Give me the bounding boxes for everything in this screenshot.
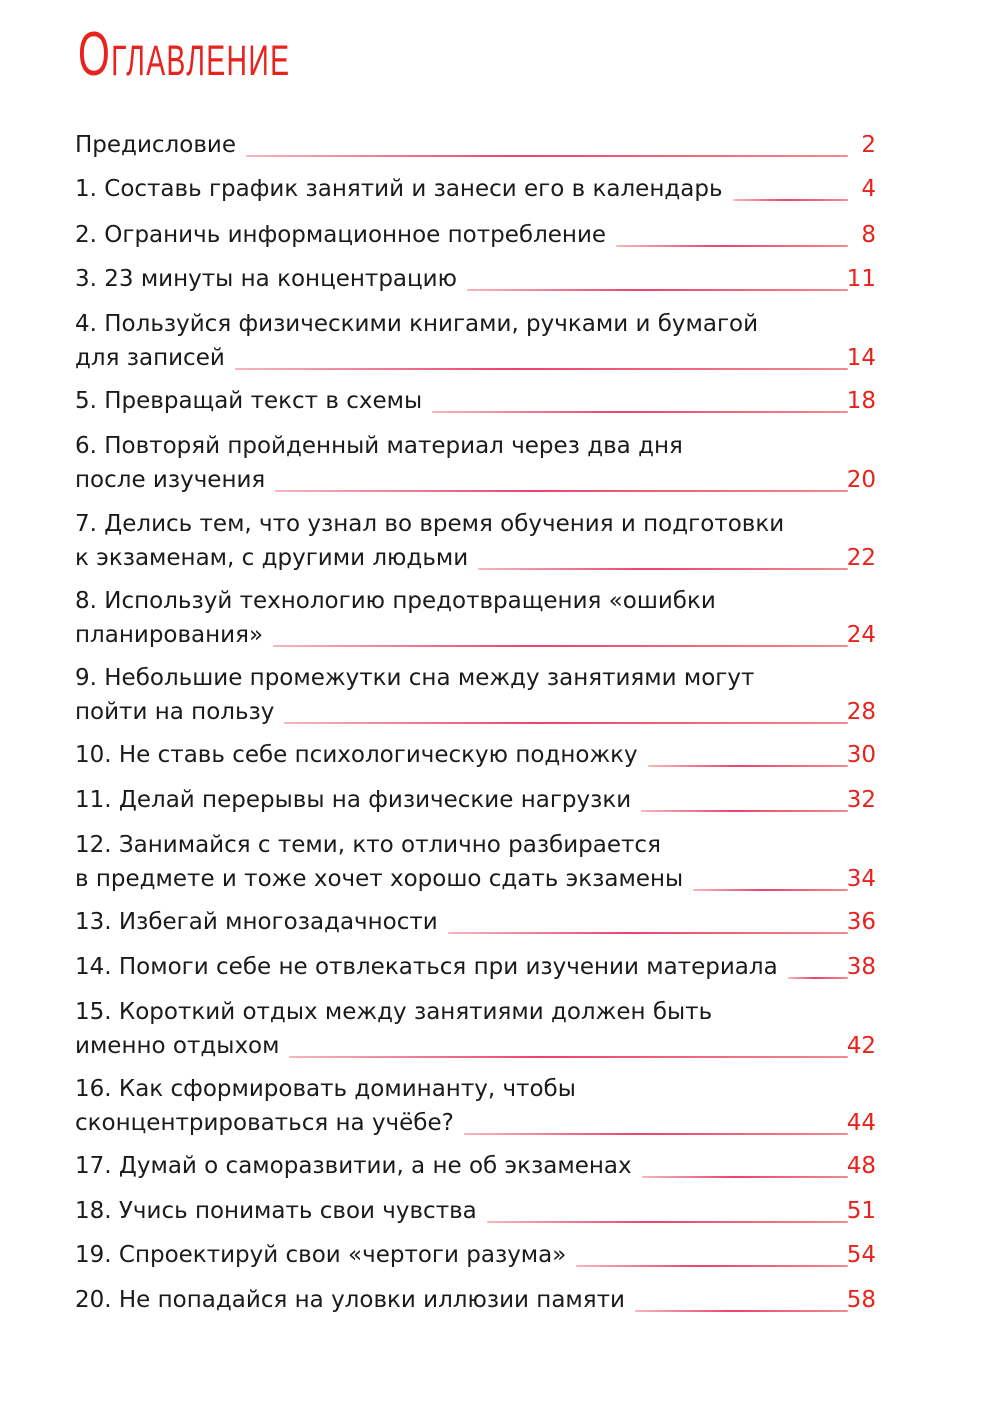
- toc-entry-title: [75, 661, 754, 729]
- toc-entry-title: [75, 995, 712, 1063]
- toc-entry-line: 19. Спроектируй свои «чертоги разума»: [75, 1242, 567, 1268]
- leader-line: [487, 1221, 848, 1223]
- page-number: 22: [846, 545, 876, 571]
- toc-entry-title: [75, 905, 438, 939]
- page-number: 36: [846, 909, 876, 935]
- toc-entry-line: 16. Как сформировать доминанту, чтобы: [75, 1076, 576, 1102]
- page-number: 4: [861, 176, 876, 202]
- page-number: 14: [846, 345, 876, 371]
- leader-line: [235, 368, 848, 370]
- page-number: 30: [846, 742, 876, 768]
- page-number: 11: [846, 266, 876, 292]
- page-title: Оглавление: [78, 20, 291, 89]
- leader-line: [733, 199, 848, 201]
- toc-entry-line: 17. Думай о саморазвитии, а не об экзаменах: [75, 1153, 632, 1179]
- leader-line: [284, 722, 848, 724]
- page-number: 38: [846, 954, 876, 980]
- toc-entry-line: для записей: [75, 345, 225, 371]
- toc-entry-line: 14. Помоги себе не отвлекаться при изучении материала: [75, 954, 778, 980]
- toc-entry-line: 1. Составь график занятий и занеси его в календарь: [75, 176, 723, 202]
- leader-line: [635, 1310, 848, 1312]
- toc-entry-line: Предисловие: [75, 132, 236, 158]
- toc-entry-title: [75, 172, 723, 206]
- toc-entry-line: именно отдыхом: [75, 1033, 280, 1059]
- page-number: 42: [846, 1033, 876, 1059]
- leader-line: [478, 568, 848, 570]
- toc-entry-line: 10. Не ставь себе психологическую подножку: [75, 742, 638, 768]
- toc-entry-title: [75, 828, 683, 896]
- leader-line: [246, 155, 848, 157]
- page-number: 44: [846, 1110, 876, 1136]
- toc-entry-title: [75, 384, 422, 418]
- toc-entry-title: [75, 128, 236, 162]
- leader-line: [693, 889, 848, 891]
- toc-entry-line: 6. Повторяй пройденный материал через два дня: [75, 433, 683, 459]
- toc-entry-line: планирования»: [75, 622, 264, 648]
- toc-entry-line: 8. Используй технологию предотвращения «ошибки: [75, 588, 716, 614]
- toc-entry-line: 11. Делай перерывы на физические нагрузки: [75, 787, 632, 813]
- toc-entry-line: в предмете и тоже хочет хорошо сдать экзамены: [75, 866, 684, 892]
- toc-entry-title: [75, 307, 758, 375]
- page-number: 51: [846, 1198, 876, 1224]
- toc-entry-line: пойти на пользу: [75, 699, 275, 725]
- toc-entry-line: 12. Занимайся с теми, кто отлично разбирается: [75, 832, 661, 858]
- leader-line: [289, 1056, 848, 1058]
- toc-entry-title: [75, 429, 683, 497]
- toc-entry-title: [75, 738, 638, 772]
- toc-entry-line: 5. Превращай текст в схемы: [75, 388, 423, 414]
- toc-entry-title: [75, 507, 784, 575]
- leader-line: [273, 645, 848, 647]
- toc-entry-line: к экзаменам, с другими людьми: [75, 545, 469, 571]
- leader-line: [641, 810, 848, 812]
- page-number: 8: [861, 222, 876, 248]
- page-number: 28: [846, 699, 876, 725]
- page-number: 20: [846, 467, 876, 493]
- toc-entry-line: 4. Пользуйся физическими книгами, ручками и бумагой: [75, 311, 759, 337]
- page-number: 18: [846, 388, 876, 414]
- leader-line: [275, 490, 848, 492]
- toc-entry-title: [75, 584, 716, 652]
- toc-entry-title: [75, 262, 457, 296]
- toc-entry-title: [75, 218, 606, 252]
- page-number: 58: [846, 1287, 876, 1313]
- page-number: 24: [846, 622, 876, 648]
- leader-line: [616, 245, 848, 247]
- toc-entry-title: [75, 783, 631, 817]
- toc-entry-title: [75, 1283, 625, 1317]
- leader-line: [432, 411, 848, 413]
- toc-entry-line: 15. Короткий отдых между занятиями должен быть: [75, 999, 713, 1025]
- toc-entry-line: 18. Учись понимать свои чувства: [75, 1198, 477, 1224]
- toc-entry-line: 9. Небольшие промежутки сна между занятиями могут: [75, 665, 755, 691]
- toc-entry-line: 3. 23 минуты на концентрацию: [75, 266, 457, 292]
- page-number: 48: [846, 1153, 876, 1179]
- toc-entry-line: сконцентрироваться на учёбе?: [75, 1110, 454, 1136]
- leader-line: [648, 765, 848, 767]
- toc-entry-title: [75, 1149, 632, 1183]
- leader-line: [448, 932, 848, 934]
- toc-entry-title: [75, 1194, 477, 1228]
- toc-entry-title: [75, 1238, 566, 1272]
- leader-line: [642, 1176, 848, 1178]
- toc-entry-line: 13. Избегай многозадачности: [75, 909, 438, 935]
- toc-entry-title: [75, 1072, 576, 1140]
- page-number: 32: [846, 787, 876, 813]
- toc-entry-title: [75, 950, 778, 984]
- leader-line: [464, 1133, 848, 1135]
- toc-entry-line: 7. Делись тем, что узнал во время обучения и подготовки: [75, 511, 785, 537]
- leader-line: [467, 289, 848, 291]
- toc-entry-line: 2. Ограничь информационное потребление: [75, 222, 607, 248]
- page-number: 2: [861, 132, 876, 158]
- leader-line: [576, 1265, 848, 1267]
- toc-entry-line: после изучения: [75, 467, 266, 493]
- page-number: 34: [846, 866, 876, 892]
- toc-entry-line: 20. Не попадайся на уловки иллюзии памяти: [75, 1287, 625, 1313]
- page-number: 54: [846, 1242, 876, 1268]
